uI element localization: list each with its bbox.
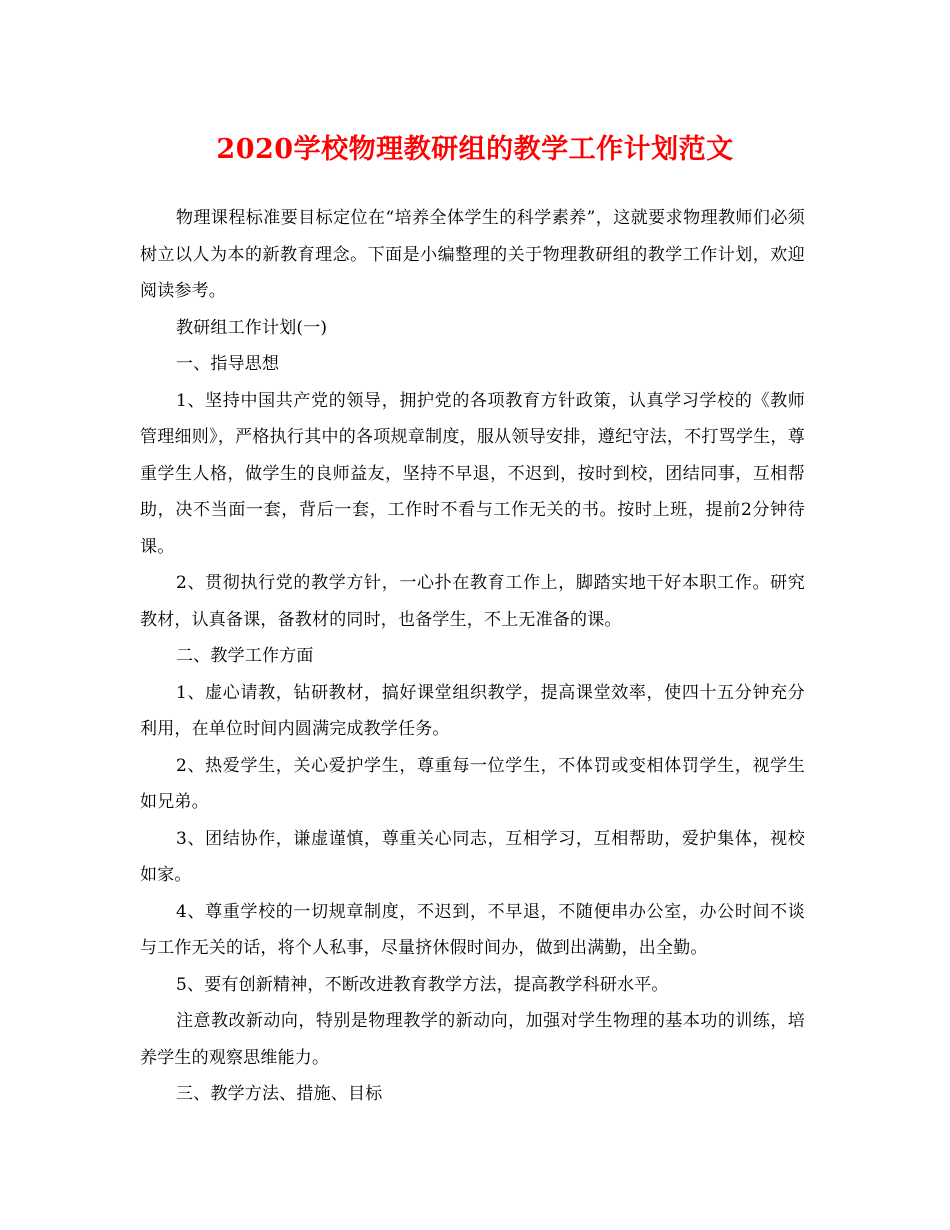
paragraph-item: 4、尊重学校的一切规章制度，不迟到，不早退，不随便串办公室，办公时间不谈与工作无关的话，将个人私事，尽量挤休假时间办，做到出满勤，出全勤。 — [140, 901, 805, 958]
section-heading-guiding-thought: 一、指导思想 — [176, 354, 280, 374]
paragraph-item: 2、热爱学生，关心爱护学生，尊重每一位学生，不体罚或变相体罚学生，视学生如兄弟。 — [140, 755, 805, 812]
document-body — [140, 200, 805, 1113]
document-title: 2020学校物理教研组的教学工作计划范文 — [216, 134, 734, 165]
paragraph-item: 5、要有创新精神，不断改进教育教学方法，提高教学科研水平。 — [176, 974, 669, 995]
paragraph-plan-heading: 教研组工作计划(一) — [176, 317, 328, 338]
paragraph-item: 3、团结协作，谦虚谨慎，尊重关心同志，互相学习，互相帮助，爱护集体，视校如家。 — [140, 828, 805, 885]
paragraph-item: 2、贯彻执行党的教学方针，一心扑在教育工作上，脚踏实地干好本职工作。研究教材，认真备课，备教材的同时，也备学生，不上无准备的课。 — [140, 573, 805, 630]
paragraph-item: 注意教改新动向，特别是物理教学的新动向，加强对学生物理的基本功的训练，培养学生的观察思维能力。 — [140, 1011, 805, 1068]
section-heading-teaching-work: 二、教学工作方面 — [176, 646, 314, 666]
paragraph-intro: 物理课程标准要目标定位在“培养全体学生的科学素养”，这就要求物理教师们必须树立以人为本的新教育理念。下面是小编整理的关于物理教研组的教学工作计划，欢迎阅读参考。 — [140, 208, 805, 301]
paragraph-item: 1、虚心请教，钻研教材，搞好课堂组织教学，提高课堂效率，使四十五分钟充分利用，在单位时间内圆满完成教学任务。 — [140, 682, 805, 739]
section-heading-methods: 三、教学方法、措施、目标 — [176, 1084, 383, 1104]
paragraph-item: 1、坚持中国共产党的领导，拥护党的各项教育方针政策，认真学习学校的《教师管理细则》，严格执行其中的各项规章制度，服从领导安排，遵纪守法，不打骂学生，尊重学生人格，做学生的良师益友，坚持不早退，不迟到，按时到校，团结同事，互相帮助，决不当面一套，背后一套，工作时不看与工作无关的书。按时上班，提前2分钟待课。 — [140, 390, 805, 557]
